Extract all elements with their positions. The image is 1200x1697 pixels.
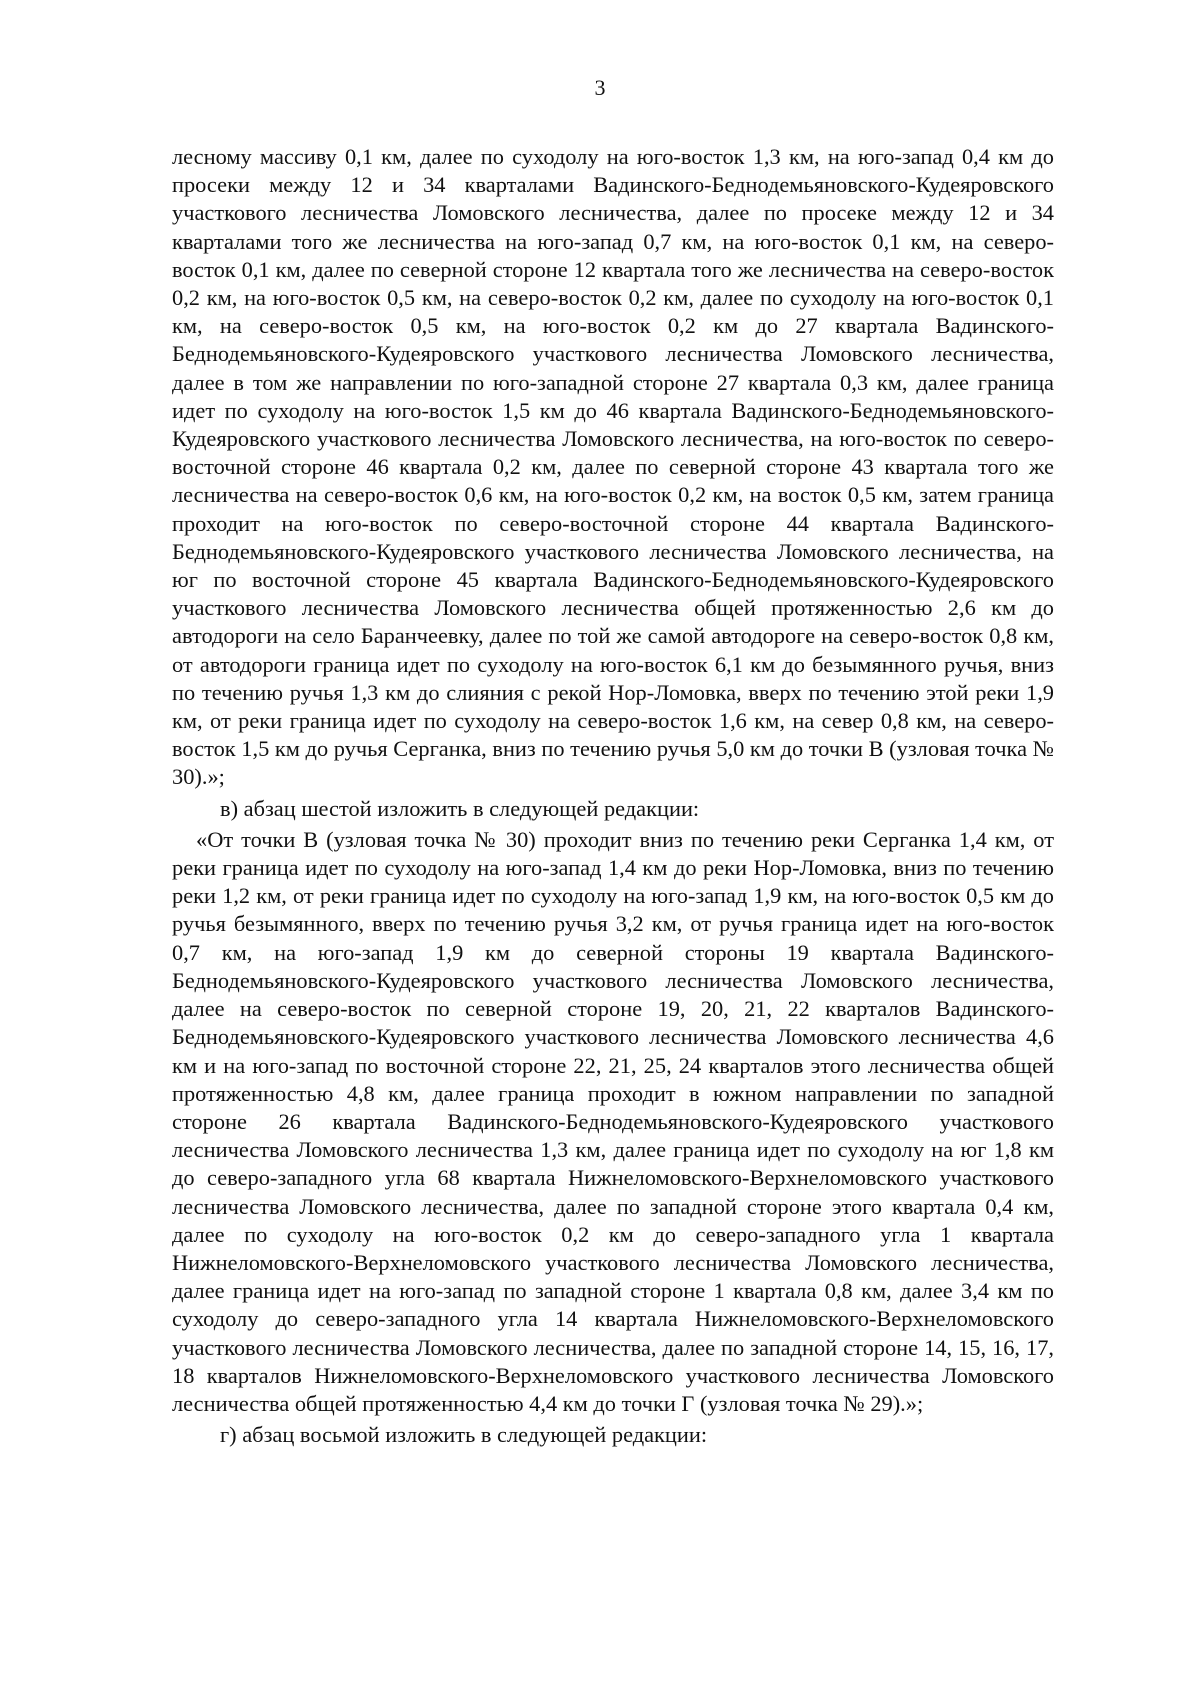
document-body — [172, 143, 1054, 1449]
paragraph-subitem-g: г) абзац восьмой изложить в следующей редакции: — [220, 1422, 708, 1448]
page-number: 3 — [594, 75, 606, 100]
paragraph-subitem-v: в) абзац шестой изложить в следующей редакции: — [220, 795, 700, 821]
paragraph-boundary-continuation: лесному массиву 0,1 км, далее по суходолу на юго-восток 1,3 км, на юго-запад 0,4 км до просеки между 12 и 34 кварталами Вадинского-Беднодемьяновского-Кудеяровского участкового лесничества Ломовского лесничества, далее по просеке между 12 и 34 кварталами того же лесничества на юго-запад 0,7 км, на юго-восток 0,1 км, на северо-восток 0,1 км, далее по северной стороне 12 квартала того же лесничества на северо-восток 0,2 км, на юго-восток 0,5 км, на северо-восток 0,2 км, далее по суходолу на юго-восток 0,1 км, на северо-восток 0,5 км, на юго-восток 0,2 км до 27 квартала Вадинского-Беднодемьяновского-Кудеяровского участкового лесничества Ломовского лесничества, далее в том же направлении по юго-западной стороне 27 квартала 0,3 км, далее граница идет по суходолу на юго-восток 1,5 км до 46 квартала Вадинского-Беднодемьяновского-Кудеяровского участкового лесничества Ломовского лесничества, на юго-восток по северо-восточной стороне 46 квартала 0,2 км, далее по северной стороне 43 квартала того же лесничества на северо-восток 0,6 км, на юго-восток 0,2 км, на восток 0,5 км, затем граница проходит на юго-восток по северо-восточной стороне 44 квартала Вадинского-Беднодемьяновского-Кудеяровского участкового лесничества Ломовского лесничества, на юг по восточной стороне 45 квартала Вадинского-Беднодемьяновского-Кудеяровского участкового лесничества Ломовского лесничества общей протяженностью 2,6 км до автодороги на село Баранчеевку, далее по той же самой автодороге на северо-восток 0,8 км, от автодороги граница идет по суходолу на юго-восток 6,1 км до безымянного ручья, вниз по течению ручья 1,3 км до слияния с рекой Нор-Ломовка, вверх по течению этой реки 1,9 км, от реки граница идет по суходолу на северо-восток 1,6 км, на север 0,8 км, на северо-восток 1,5 км до ручья Серганка, вниз по течению ручья 5,0 км до точки В (узловая точка № 30).»; — [172, 144, 1054, 790]
paragraph-quoted-boundary-from-point-v: «От точки В (узловая точка № 30) проходит вниз по течению реки Серганка 1,4 км, от реки граница идет по суходолу на юго-запад 1,4 км до реки Нор-Ломовка, вниз по течению реки 1,2 км, от реки граница идет по суходолу на юго-запад 1,9 км, на юго-восток 0,5 км до ручья безымянного, вверх по течению ручья 3,2 км, от ручья граница идет на юго-восток 0,7 км, на юго-запад 1,9 км до северной стороны 19 квартала Вадинского-Беднодемьяновского-Кудеяровского участкового лесничества Ломовского лесничества, далее на северо-восток по северной стороне 19, 20, 21, 22 кварталов Вадинского-Беднодемьяновского-Кудеяровского участкового лесничества Ломовского лесничества 4,6 км и на юго-запад по восточной стороне 22, 21, 25, 24 кварталов этого лесничества общей протяженностью 4,8 км, далее граница проходит в южном направлении по западной стороне 26 квартала Вадинского-Беднодемьяновского-Кудеяровского участкового лесничества Ломовского лесничества 1,3 км, далее граница идет по суходолу на юг 1,8 км до северо-западного угла 68 квартала Нижнеломовского-Верхнеломовского участкового лесничества Ломовского лесничества, далее по западной стороне этого квартала 0,4 км, далее по суходолу на юго-восток 0,2 км до северо-западного угла 1 квартала Нижнеломовского-Верхнеломовского участкового лесничества Ломовского лесничества, далее граница идет на юго-запад по западной стороне 1 квартала 0,8 км, далее 3,4 км по суходолу до северо-западного угла 14 квартала Нижнеломовского-Верхнеломовского участкового лесничества Ломовского лесничества, далее по западной стороне 14, 15, 16, 17, 18 кварталов Нижнеломовского-Верхнеломовского участкового лесничества Ломовского лесничества общей протяженностью 4,4 км до точки Г (узловая точка № 29).»; — [172, 826, 1054, 1416]
